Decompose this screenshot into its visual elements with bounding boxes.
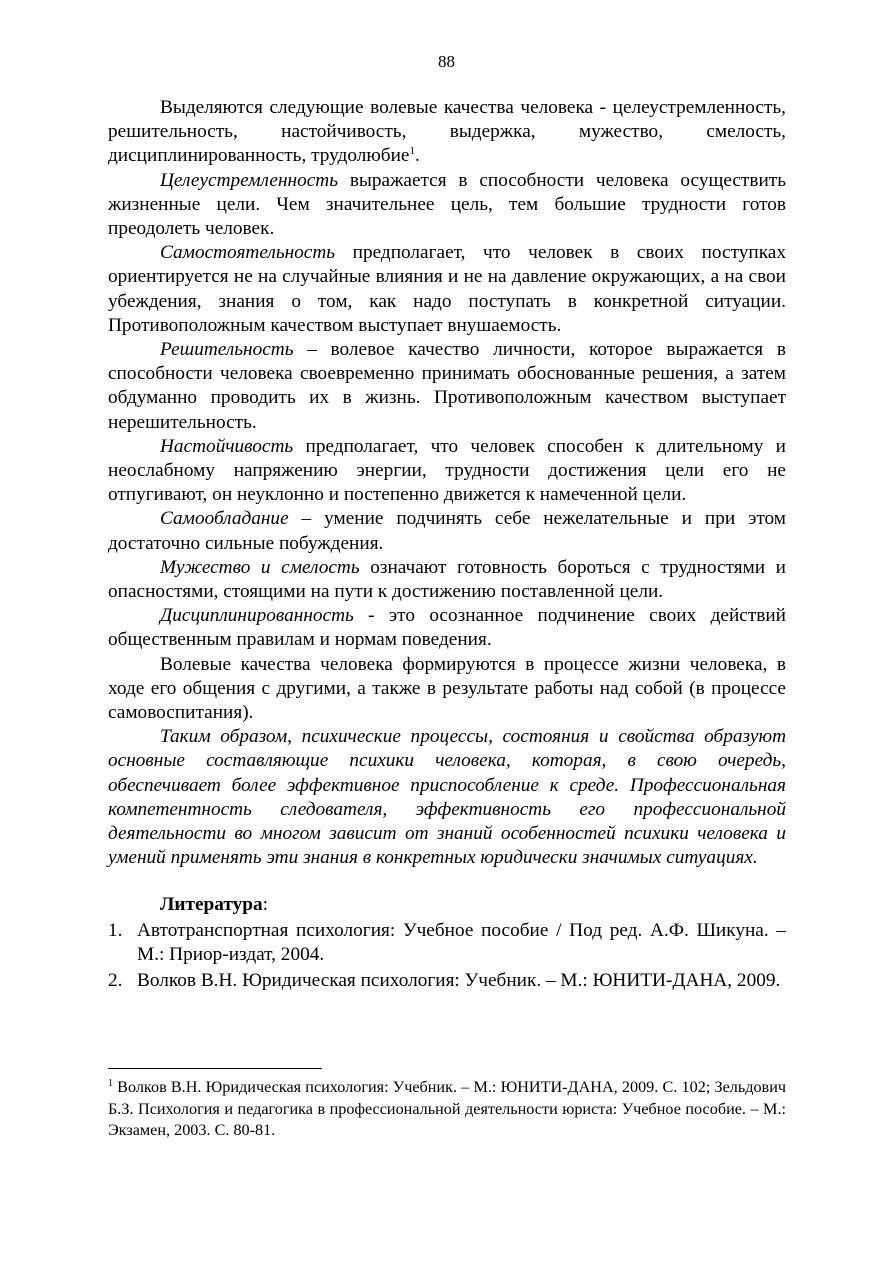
paragraph-text: предполагает, что человек способен к длительному и неослабному напряжению энергии, трудности достижения цели его не отпугивают, он неуклонно и постепенно движется к намеченной цели. <box>108 435 786 506</box>
paragraph-text: означают готовность бороться с трудностями и опасностями, стоящими на пути к достижению поставленной цели. <box>108 556 787 603</box>
term-heading: Самостоятельность <box>160 242 336 264</box>
term-heading: Мужество и смелость <box>160 556 360 578</box>
paragraph-conclusion: Таким образом, психические процессы, состояния и свойства образуют основные составляющие психики человека, которая, в свою очередь, обеспечивает более эффективное приспособление к среде. Профессиональная компетентность следователя, эффективность его профессиональной деятельности во многом зависит от знаний особенностей психики человека и умений применять эти знания в конкретных юридически значимых ситуациях. <box>108 726 786 869</box>
literature-heading <box>108 893 786 917</box>
literature-heading-text: Литература <box>160 893 263 915</box>
paragraph-end: . <box>414 145 420 167</box>
footnote-marker: 1 <box>108 1078 113 1089</box>
paragraph-courage <box>108 556 786 604</box>
page-number: 88 <box>438 52 455 71</box>
paragraph-discipline <box>108 604 786 652</box>
footnote <box>108 1077 786 1142</box>
footnote-text: Волков В.Н. Юридическая психология: Учебник. – М.: ЮНИТИ-ДАНА, 2009. С. 102; Зельдович Б.З. Психология и педагогика в профессиональной деятельности юриста: Учебное пособие. – М.: Экзамен, 2003. С. 80-81. <box>108 1078 786 1139</box>
literature-item-text: Волков В.Н. Юридическая психология: Учебник. – М.: ЮНИТИ-ДАНА, 2009. <box>137 970 781 992</box>
paragraph-self-control <box>108 507 786 555</box>
term-heading: Решительность <box>160 339 294 361</box>
paragraph-intro <box>108 96 786 169</box>
paragraph-text: - это осознанное подчинение своих действий общественным правилам и нормам поведения. <box>108 605 786 651</box>
paragraph-text: – умение подчинять себе нежелательные и при этом достаточно сильные побуждения. <box>108 508 786 554</box>
literature-item-text: Автотранспортная психология: Учебное пособие / Под ред. А.Ф. Шикуна. – М.: Приор-издат, 2004. <box>137 919 786 965</box>
page-body <box>108 96 786 993</box>
paragraph-text: предполагает, что человек в своих поступках ориентируется не на случайные влияния и не на давление окружающих, а на свои убеждения, знания о том, как надо поступать в конкретной ситуации. Противоположным качеством выступает внушаемость. <box>108 242 786 336</box>
paragraph-text: – волевое качество личности, которое выражается в способности человека своевременно принимать обоснованные решения, а затем обдуманно проводить их в жизнь. Противоположным качеством выступает нерешительность. <box>108 339 786 433</box>
paragraph-text: выражается в способности человека осуществить жизненные цели. Чем значительнее цель, тем большие трудности готов преодолеть человек. <box>108 169 786 240</box>
literature-item <box>108 969 786 993</box>
paragraph-text: Выделяются следующие волевые качества человека - целеустремленность, решительность, настойчивость, выдержка, мужество, смелость, дисциплинированность, трудолюбие <box>108 97 786 167</box>
term-heading: Дисциплинированность <box>160 605 354 627</box>
paragraph-purposefulness <box>108 169 786 242</box>
literature-heading-colon: : <box>262 893 268 915</box>
paragraph-decisiveness <box>108 338 786 435</box>
literature-item-number: 2. <box>108 970 123 992</box>
literature-item-number: 1. <box>108 919 123 941</box>
literature-item <box>108 919 786 967</box>
footnote-reference[interactable]: 1 <box>409 145 415 158</box>
term-heading: Настойчивость <box>160 435 294 457</box>
footnote-separator <box>108 1068 322 1069</box>
term-heading: Целеустремленность <box>160 169 338 191</box>
paragraph-persistence <box>108 435 786 508</box>
paragraph-text: Волевые качества человека формируются в процессе жизни человека, в ходе его общения с другими, а также в результате работы над собой (в процессе самовоспитания). <box>108 653 786 724</box>
paragraph-independence <box>108 241 786 338</box>
paragraph-formation <box>108 653 786 726</box>
literature-list <box>108 919 786 994</box>
term-heading: Самообладание <box>160 508 289 530</box>
